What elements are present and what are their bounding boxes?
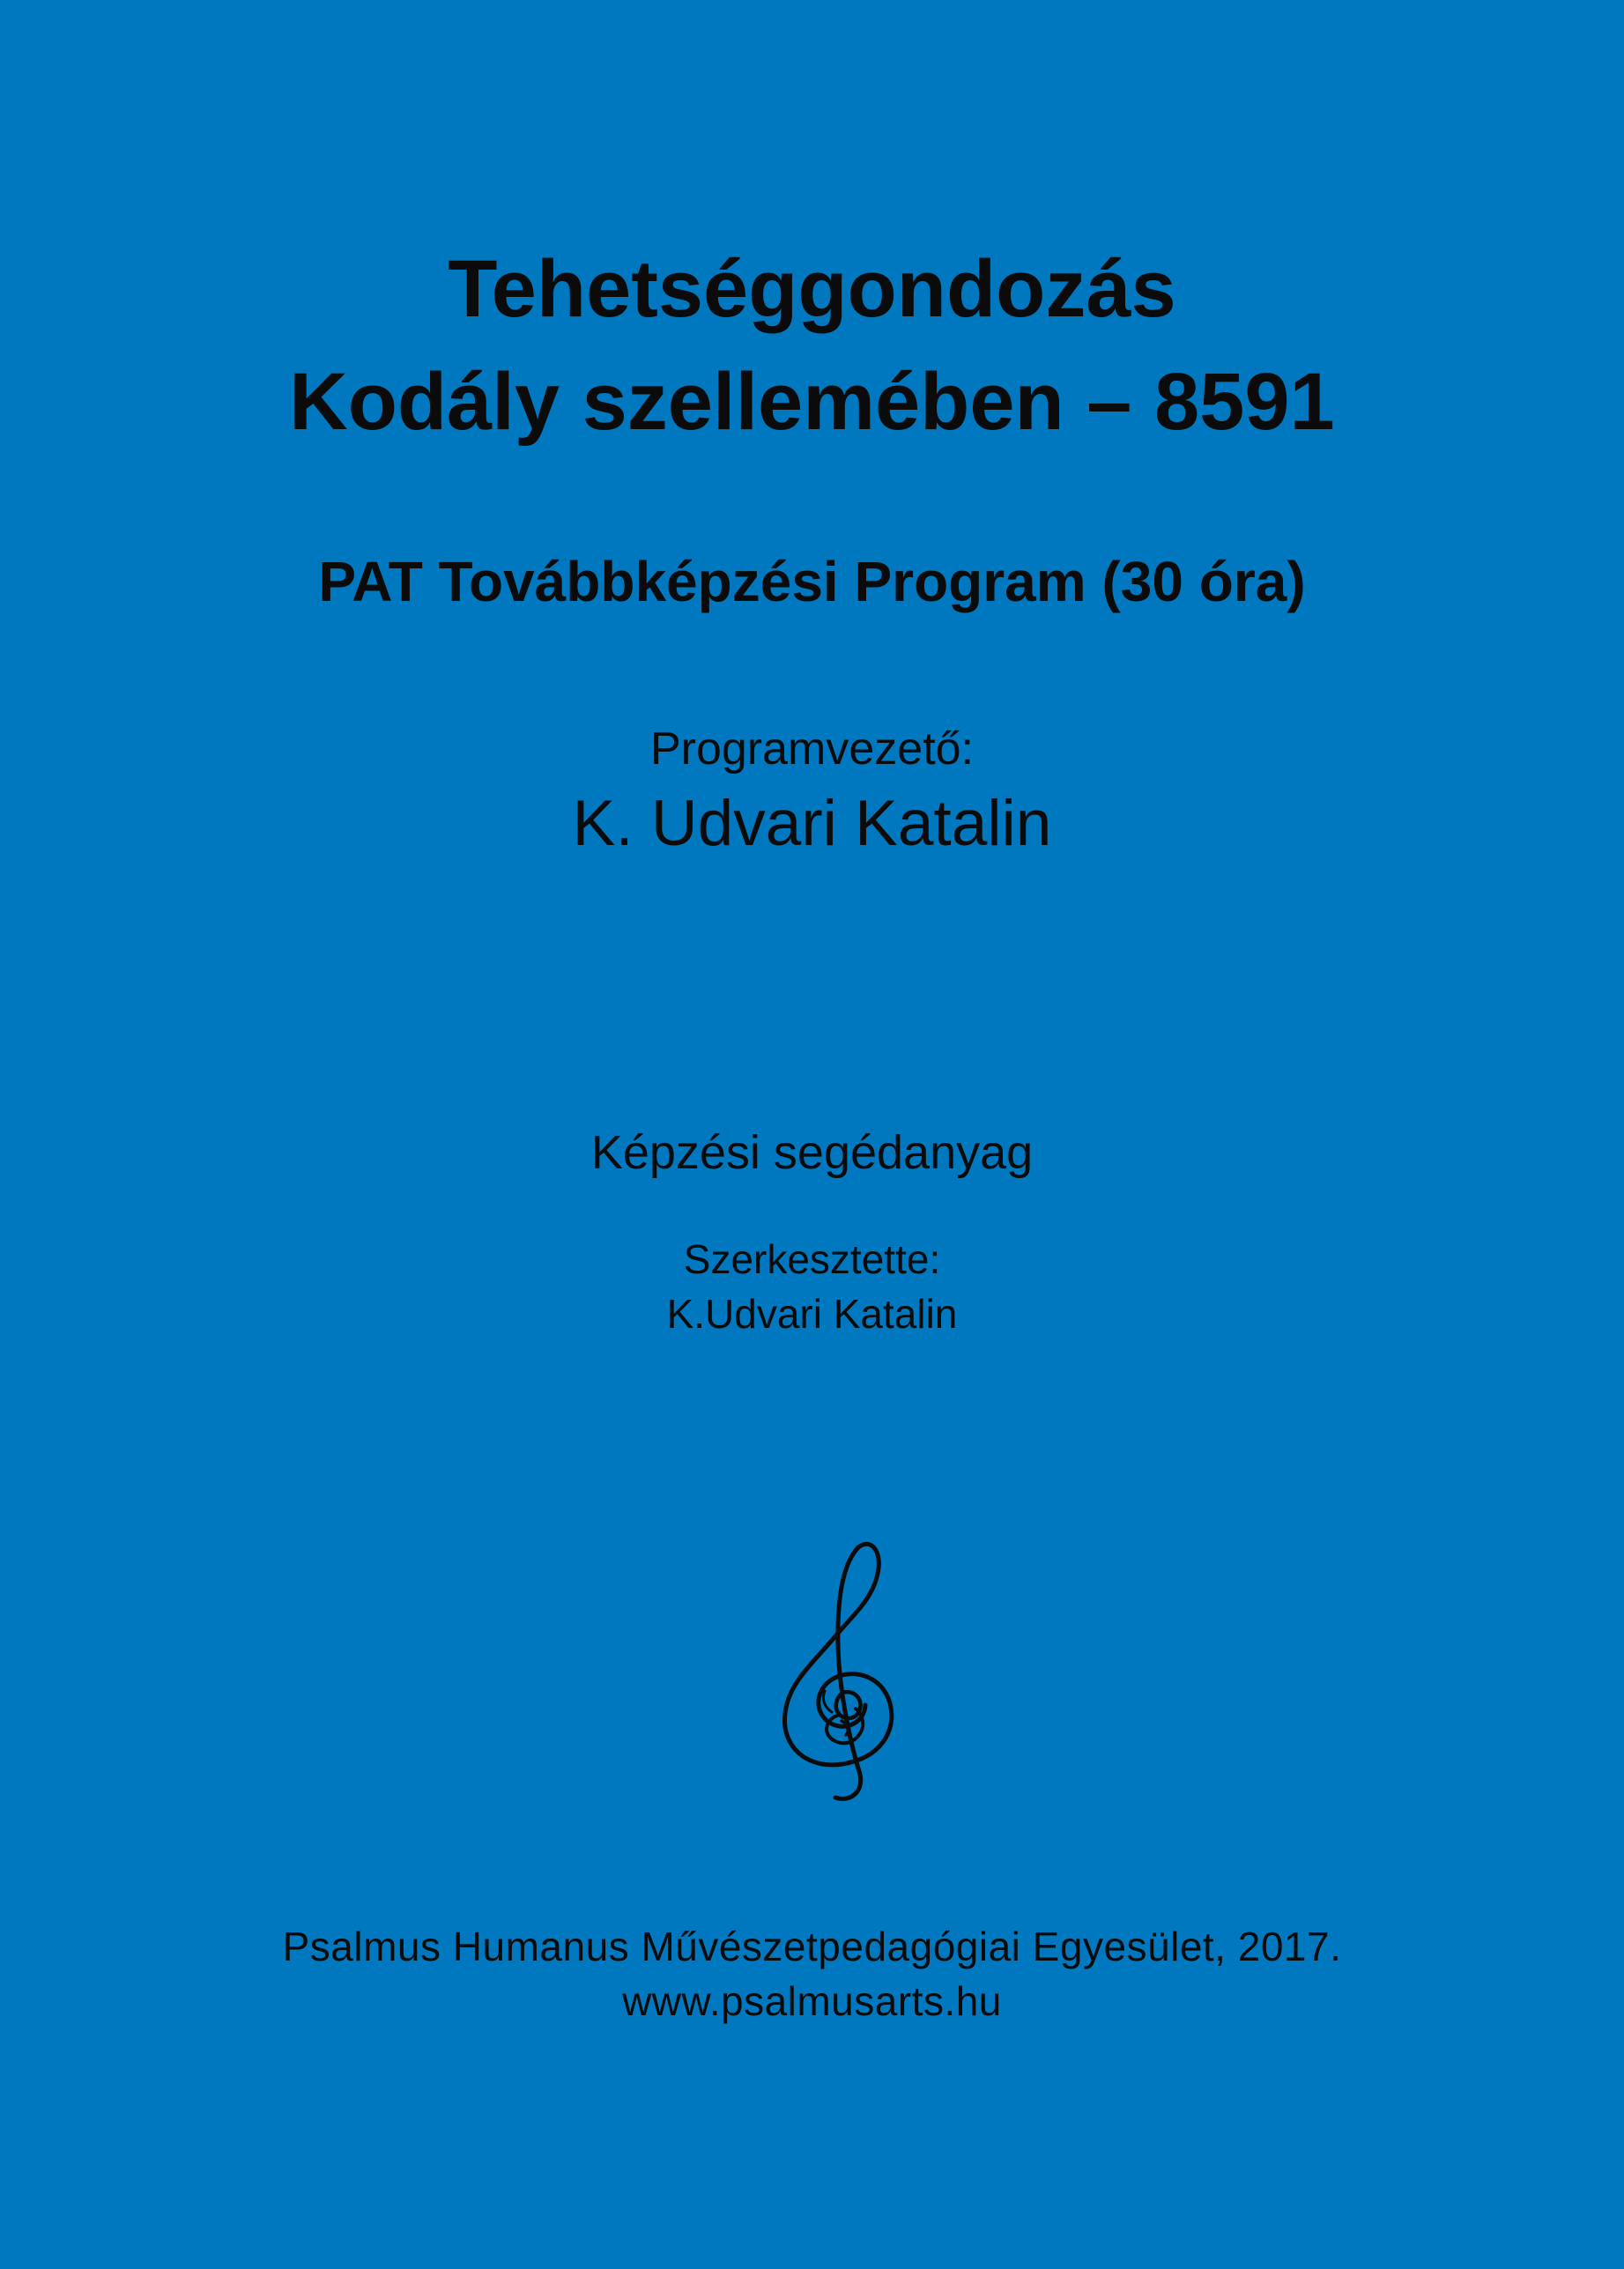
program-subtitle: PAT Továbbképzési Program (30 óra) [318, 550, 1306, 613]
document-type: Képzési segédanyag [590, 1126, 1034, 1179]
publisher-line: Psalmus Humanus Művészetpedagógiai Egyesület, 2017. [282, 1924, 1342, 1969]
editor-name: K.Udvari Katalin [666, 1291, 958, 1337]
document-title [0, 233, 1624, 458]
program-leader-name: K. Udvari Katalin [572, 788, 1052, 859]
editor-label: Szerkesztette: [683, 1236, 941, 1282]
title-line-1: Tehetséggondozás [448, 243, 1176, 334]
title-line-2: Kodály szellemében – 8591 [289, 356, 1335, 447]
program-leader-label: Programvezető: [649, 723, 975, 775]
website-url: www.psalmusarts.hu [622, 1978, 1002, 2024]
treble-clef-with-child-logo-icon [774, 1533, 906, 1815]
